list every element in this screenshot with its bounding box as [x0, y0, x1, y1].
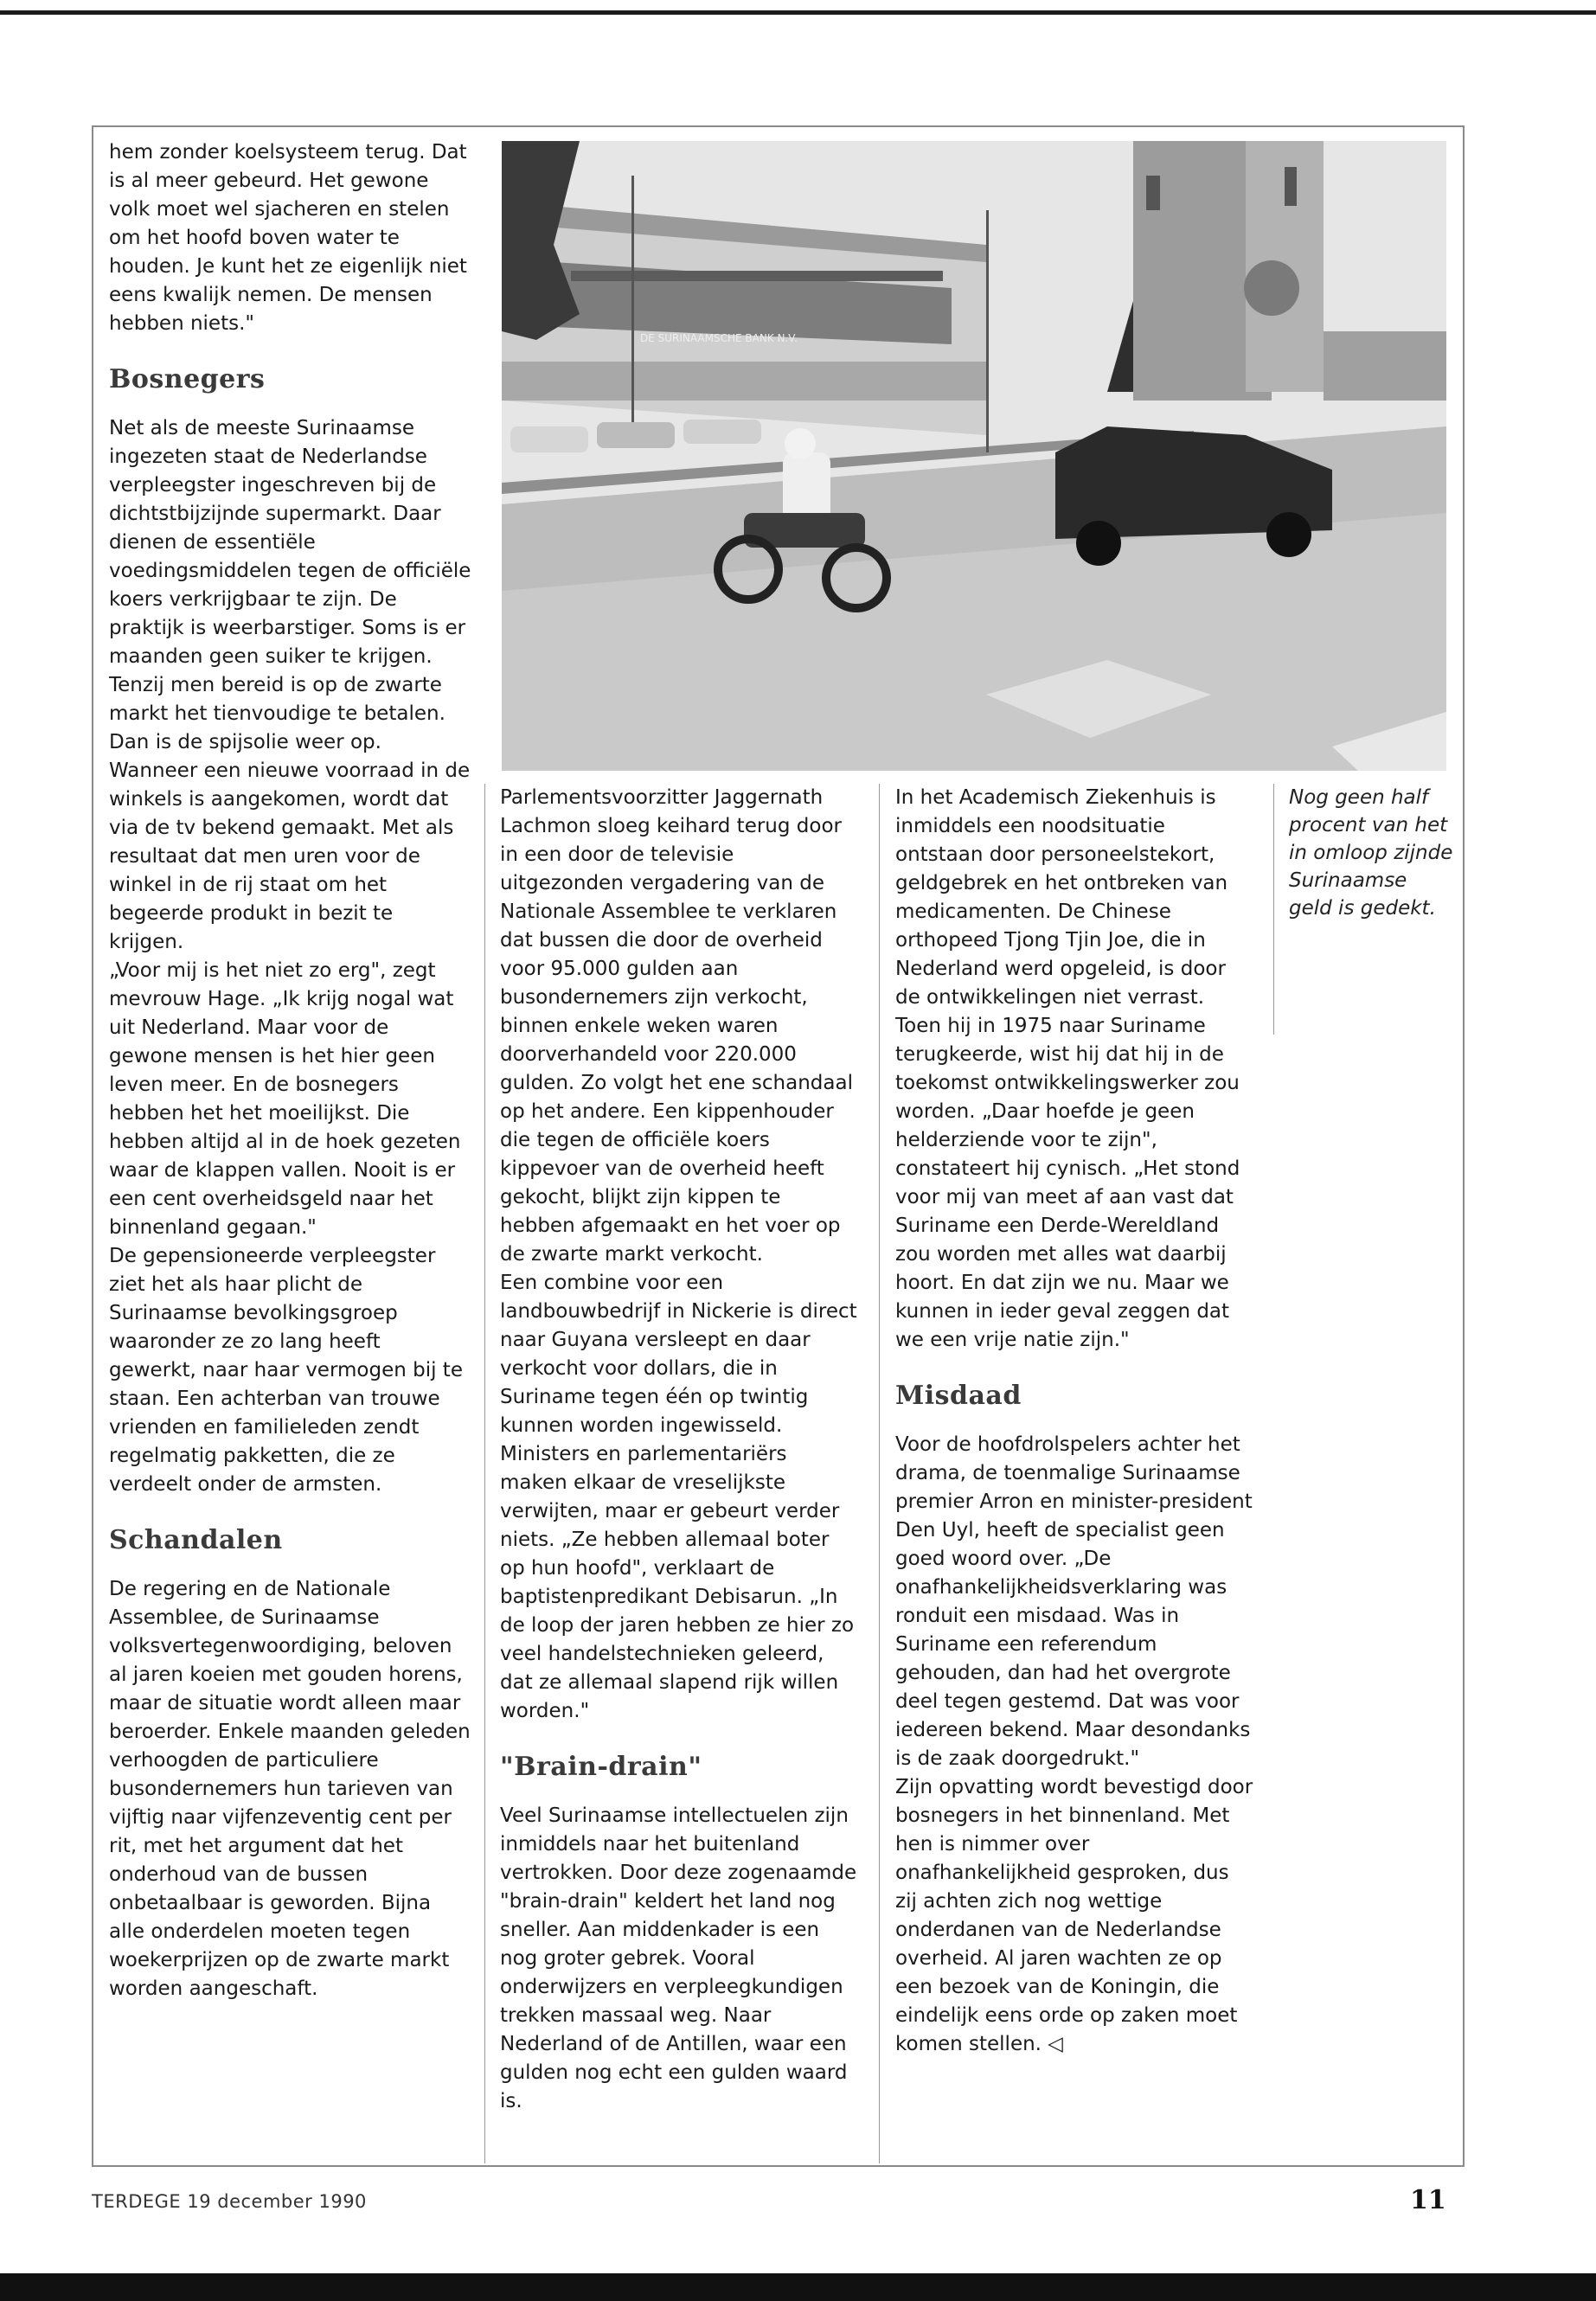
article-column-2	[500, 784, 860, 2163]
paragraph: Zijn opvatting wordt bevestigd door bosnegers in het binnenland. Met hen is nimmer over onafhankelijkheid gesproken, dus zij achten zich nog wettige onderdanen van de Nederlandse overheid. Al jaren wachten ze op een bezoek van de Koningin, die eindelijk eens orde op zaken moet komen stellen. ◁	[895, 1776, 1253, 2055]
subheading-misdaad: Misdaad	[895, 1381, 1022, 1411]
paragraph: „Voor mij is het niet zo erg", zegt mevrouw Hage. „Ik krijg nogal wat uit Nederland. Maar voor de gewone mensen is het hier geen leven meer. En de bosnegers hebben het het moeilijkst. Die hebben altijd al in de hoek gezeten waar de klappen vallen. Nooit is er een cent overheidsgeld naar het binnenland gegaan."	[109, 959, 461, 1239]
paragraph: De regering en de Nationale Assemblee, de Surinaamse volksvertegenwoordiging, beloven al jaren koeien met gouden horens, maar de situatie wordt alleen maar beroerder. Enkele maanden geleden verhoogden de particuliere busondernemers hun tarieven van vijftig naar vijfenzeventig cent per rit, met het argument dat het onderhoud van de bussen onbetaalbaar is geworden. Bijna alle onderdelen moeten tegen woekerprijzen op de zwarte markt worden aangeschaft.	[109, 1578, 471, 2000]
building-sign: DE SURINAAMSCHE BANK N.V.	[640, 332, 798, 344]
article-column-1	[109, 138, 472, 2163]
paragraph: In het Academisch Ziekenhuis is inmiddels een noodsituatie ontstaan door personeelstekort, geldgebrek en het ontbreken van medicamenten. De Chinese orthopeed Tjong Tjin Joe, die in Nederland werd opgeleid, is door de ontwikkelingen niet verrast. Toen hij in 1975 naar Suriname terugkeerde, wist hij dat hij in de toekomst ontwikkelingswerker zou worden. „Daar hoefde je geen helderziende voor te zijn", constateert hij cynisch. „Het stond voor mij van meet af aan vast dat Suriname een Derde-Wereldland zou worden met alles wat daarbij hoort. En dat zijn we nu. Maar we kunnen in ieder geval zeggen dat we een vrije natie zijn."	[895, 786, 1240, 1351]
paragraph: Net als de meeste Surinaamse ingezeten staat de Nederlandse verpleegster ingeschreven bij de dichtstbijzijnde supermarkt. Daar dienen de essentiële voedingsmiddelen tegen de officiële koers verkrijgbaar te zijn. De praktijk is weerbarstiger. Soms is er maanden geen suiker te krijgen. Tenzij men bereid is op de zwarte markt het tienvoudige te betalen. Dan is de spijsolie weer op. Wanneer een nieuwe voorraad in de winkels is aangekomen, wordt dat via de tv bekend gemaakt. Met als resultaat dat men uren voor de winkel in de rij staat om het begeerde produkt in bezit te krijgen.	[109, 417, 471, 953]
top-rule	[0, 10, 1596, 15]
subheading-schandalen: Schandalen	[109, 1525, 283, 1555]
paragraph: De gepensioneerde verpleegster ziet het als haar plicht de Surinaamse bevolkingsgroep waaronder ze zo lang heeft gewerkt, naar haar vermogen bij te staan. Een achterban van trouwe vrienden en familieleden zendt regelmatig pakketten, die ze verdeelt onder de armsten.	[109, 1245, 463, 1496]
column-divider	[1273, 784, 1274, 1035]
bottom-bar	[0, 2273, 1596, 2301]
paragraph: Voor de hoofdrolspelers achter het drama, de toenmalige Surinaamse premier Arron en minister-president Den Uyl, heeft de specialist geen goed woord over. „De onafhankelijkheidsverklaring was ronduit een misdaad. Was in Suriname een referendum gehouden, dan had het overgrote deel tegen gestemd. Dat was voor iedereen bekend. Maar desondanks is de zaak doorgedrukt."	[895, 1433, 1253, 1770]
paragraph: Parlementsvoorzitter Jaggernath Lachmon sloeg keihard terug door in een door de televisie uitgezonden vergadering van de Nationale Assemblee te verklaren dat bussen die door de overheid voor 95.000 gulden aan busondernemers zijn verkocht, binnen enkele weken waren doorverhandeld voor 220.000 gulden. Zo volgt het ene schandaal op het andere. Een kippenhouder die tegen de officiële koers kippevoer van de overheid heeft gekocht, blijkt zijn kippen te hebben afgemaakt en het voer op de zwarte markt verkocht.	[500, 786, 853, 1266]
article-column-3	[895, 784, 1255, 2163]
subheading-brain-drain: "Brain-drain"	[500, 1752, 702, 1782]
page-number: 11	[1410, 2185, 1446, 2215]
paragraph: Veel Surinaamse intellectuelen zijn inmiddels naar het buitenland vertrokken. Door deze zogenaamde "brain-drain" keldert het land nog sneller. Aan middenkader is een nog groter gebrek. Vooral onderwijzers en verpleegkundigen trekken massaal weg. Naar Nederland of de Antillen, waar een gulden nog echt een gulden waard is.	[500, 1804, 857, 2112]
column-divider	[879, 784, 880, 2163]
photo-illustration	[502, 141, 1446, 771]
paragraph: Ministers en parlementariërs maken elkaar de vreselijkste verwijten, maar er gebeurt verder niets. „Ze hebben allemaal boter op hun hoofd", verklaart de baptistenpredikant Debisarun. „In de loop der jaren hebben ze hier zo veel handelstechnieken geleerd, dat ze allemaal slapend rijk willen worden."	[500, 1443, 855, 1722]
paragraph: hem zonder koelsysteem terug. Dat is al meer gebeurd. Het gewone volk moet wel sjacheren en stelen om het hoofd boven water te houden. Je kunt het ze eigenlijk niet eens kwalijk nemen. De mensen hebben niets."	[109, 141, 467, 335]
photo-caption: Nog geen half procent van het in omloop zijnde Surinaamse geld is gedekt.	[1289, 786, 1453, 920]
street-photo	[502, 141, 1446, 771]
paragraph: Een combine voor een landbouwbedrijf in Nickerie is direct naar Guyana versleept en daar verkocht voor dollars, die in Suriname tegen één op twintig kunnen worden ingewisseld.	[500, 1272, 857, 1437]
subheading-bosnegers: Bosnegers	[109, 364, 266, 394]
publication-footer: TERDEGE 19 december 1990	[92, 2191, 367, 2212]
column-divider	[484, 784, 485, 2163]
